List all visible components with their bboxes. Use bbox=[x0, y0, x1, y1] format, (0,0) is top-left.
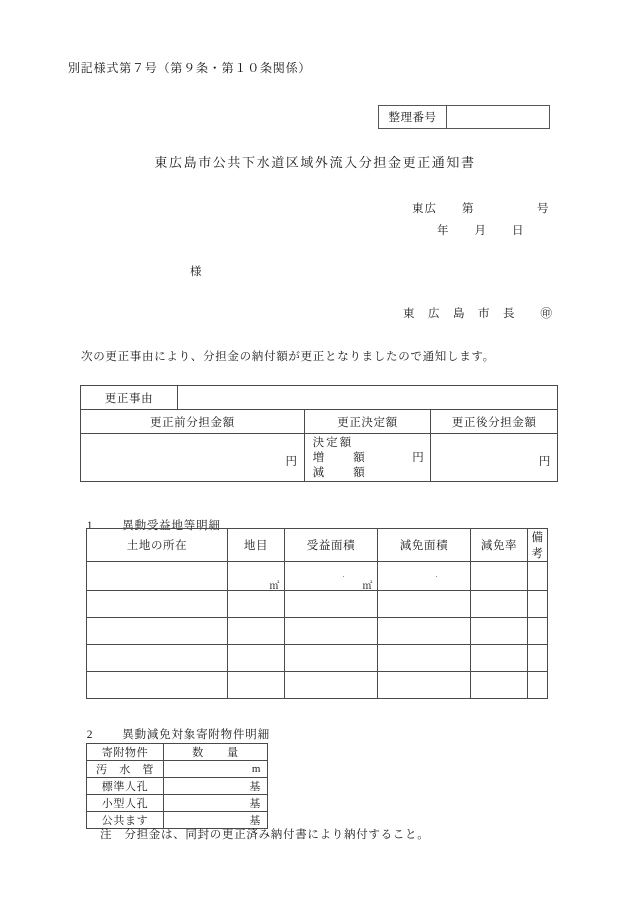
cell-remarks[interactable] bbox=[528, 645, 548, 672]
cell-land-location[interactable] bbox=[87, 562, 228, 591]
header-reduction-rate: 減免率 bbox=[471, 529, 528, 562]
currency-unit-after: 円 bbox=[538, 456, 551, 468]
reference-number-box bbox=[378, 105, 550, 129]
cell-remarks[interactable] bbox=[528, 618, 548, 645]
reference-number-field[interactable] bbox=[447, 106, 549, 128]
cell-land-type[interactable] bbox=[228, 645, 285, 672]
cell-land-location[interactable] bbox=[87, 591, 228, 618]
cell-reduction-rate[interactable] bbox=[471, 645, 528, 672]
decision-row-zougaku: 増 額 bbox=[312, 452, 367, 464]
section2-number: 2 bbox=[86, 729, 94, 742]
cell-reduction-area[interactable] bbox=[378, 618, 471, 645]
header-decision-amount: 更正決定額 bbox=[304, 410, 431, 434]
cell-benefit-area[interactable] bbox=[285, 645, 378, 672]
cell-reduction-rate[interactable] bbox=[471, 562, 528, 591]
decision-amount-stack bbox=[305, 434, 431, 479]
header-after-amount: 更正後分担金額 bbox=[431, 410, 558, 434]
document-number-line: 東広 第 号 bbox=[412, 203, 550, 215]
table-row bbox=[87, 645, 548, 672]
cell-decision-amount[interactable] bbox=[304, 434, 431, 482]
cell-donation-quantity-small-manhole[interactable]: 基 bbox=[164, 795, 268, 812]
cell-land-type[interactable] bbox=[228, 672, 285, 699]
cell-donation-quantity-sewer-pipe[interactable]: m bbox=[164, 761, 268, 778]
correction-reason-label: 更正事由 bbox=[81, 386, 178, 410]
table-row bbox=[87, 795, 268, 812]
decision-row-gengaku: 減 額 bbox=[312, 467, 367, 479]
cell-after-amount[interactable] bbox=[431, 434, 558, 482]
correction-table bbox=[80, 385, 558, 482]
body-paragraph: 次の更正事由により、分担金の納付額が更正となりましたので通知します。 bbox=[81, 351, 495, 363]
section1-number: 1 bbox=[86, 520, 94, 533]
cell-reduction-area[interactable] bbox=[378, 672, 471, 699]
table-row bbox=[87, 778, 268, 795]
decimal-separator-line bbox=[436, 576, 437, 577]
header-remarks: 備考 bbox=[528, 529, 548, 562]
cell-land-type[interactable] bbox=[228, 618, 285, 645]
cell-donation-item-public-basin: 公共ます bbox=[87, 812, 164, 829]
cell-reduction-area[interactable] bbox=[378, 645, 471, 672]
header-land-type: 地目 bbox=[228, 529, 285, 562]
decimal-separator-line bbox=[343, 576, 344, 577]
section2-title: 異動減免対象寄附物件明細 bbox=[122, 729, 270, 742]
decision-row-kettei: 決定額 bbox=[312, 437, 354, 449]
cell-reduction-area[interactable] bbox=[362, 562, 471, 592]
table-header-row bbox=[87, 529, 548, 562]
cell-reduction-area[interactable] bbox=[378, 591, 471, 618]
table-row bbox=[81, 386, 558, 410]
currency-unit-before: 円 bbox=[285, 456, 298, 468]
cell-land-location[interactable] bbox=[87, 672, 228, 699]
land-details-table bbox=[86, 528, 548, 699]
header-land-location: 土地の所在 bbox=[87, 529, 228, 562]
correction-reason-field[interactable] bbox=[178, 386, 558, 410]
section1-title: 異動受益地等明細 bbox=[122, 520, 221, 533]
header-before-amount: 更正前分担金額 bbox=[81, 410, 305, 434]
cell-reduction-rate[interactable] bbox=[471, 672, 528, 699]
form-code-label: 別記様式第７号（第９条・第１０条関係） bbox=[68, 61, 312, 75]
table-row bbox=[87, 591, 548, 618]
issuer-line: 東 広 島 市 長 ㊞ bbox=[403, 308, 553, 320]
cell-land-location[interactable] bbox=[87, 645, 228, 672]
section2-spacer bbox=[93, 729, 122, 741]
table-row bbox=[81, 434, 558, 482]
page-title: 東広島市公共下水道区域外流入分担金更正通知書 bbox=[154, 155, 476, 170]
header-donation-quantity: 数 量 bbox=[164, 744, 268, 761]
cell-land-type[interactable] bbox=[228, 591, 285, 618]
reference-number-label: 整理番号 bbox=[379, 106, 447, 128]
header-donation-item: 寄附物件 bbox=[87, 744, 164, 761]
currency-unit-decision: 円 bbox=[412, 452, 425, 464]
cell-donation-quantity-public-basin[interactable]: 基 bbox=[164, 812, 268, 829]
header-reduction-area: 減免面積 bbox=[378, 529, 471, 562]
table-row bbox=[87, 761, 268, 778]
cell-donation-item-standard-manhole: 標準人孔 bbox=[87, 778, 164, 795]
table-row bbox=[87, 562, 548, 591]
document-date-line: 年 月 日 bbox=[437, 225, 525, 237]
table-row bbox=[81, 410, 558, 434]
cell-before-amount[interactable] bbox=[81, 434, 305, 482]
table-row bbox=[87, 618, 548, 645]
cell-remarks[interactable] bbox=[528, 562, 548, 591]
table-header-row bbox=[87, 744, 268, 761]
cell-donation-item-sewer-pipe: 汚 水 管 bbox=[87, 761, 164, 778]
table-row bbox=[87, 672, 548, 699]
donation-items-table bbox=[86, 743, 268, 829]
cell-land-location[interactable] bbox=[87, 618, 228, 645]
cell-benefit-area[interactable] bbox=[285, 618, 378, 645]
footer-note: 注 分担金は、同封の更正済み納付書により納付すること。 bbox=[100, 829, 430, 841]
cell-donation-quantity-standard-manhole[interactable]: 基 bbox=[164, 778, 268, 795]
table-row bbox=[87, 812, 268, 829]
cell-remarks[interactable] bbox=[528, 591, 548, 618]
cell-benefit-area[interactable] bbox=[285, 672, 378, 699]
header-benefit-area: 受益面積 bbox=[285, 529, 378, 562]
recipient-line: 様 bbox=[190, 266, 203, 278]
cell-benefit-area[interactable] bbox=[285, 591, 378, 618]
cell-reduction-rate[interactable] bbox=[471, 591, 528, 618]
cell-donation-item-small-manhole: 小型人孔 bbox=[87, 795, 164, 812]
area-unit-symbol: ㎡ bbox=[362, 581, 373, 592]
cell-reduction-rate[interactable] bbox=[471, 618, 528, 645]
cell-remarks[interactable] bbox=[528, 672, 548, 699]
area-unit-symbol: ㎡ bbox=[269, 581, 280, 592]
